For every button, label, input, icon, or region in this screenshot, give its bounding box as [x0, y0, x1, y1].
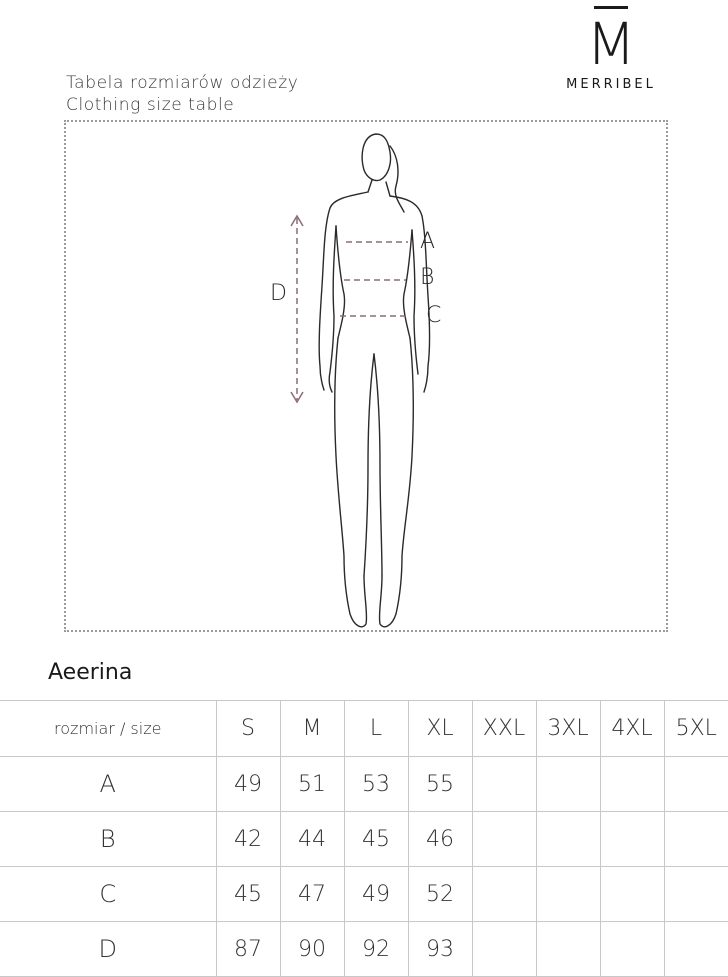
table-cell [536, 812, 600, 867]
table-cell: 47 [280, 867, 344, 922]
table-row [0, 922, 728, 977]
table-cell [664, 922, 728, 977]
title-english: Clothing size table [66, 95, 235, 115]
row-label: C [0, 867, 216, 922]
product-name: Aeerina [48, 660, 133, 685]
table-cell [536, 757, 600, 812]
size-col-s: S [216, 701, 280, 757]
table-cell [600, 922, 664, 977]
size-col-xl: XL [408, 701, 472, 757]
figure-outline [319, 134, 429, 627]
brand-logo [552, 6, 670, 92]
row-label: D [0, 922, 216, 977]
table-cell: 51 [280, 757, 344, 812]
table-cell [600, 867, 664, 922]
table-cell: 44 [280, 812, 344, 867]
size-col-4xl: 4XL [600, 701, 664, 757]
table-cell: 53 [344, 757, 408, 812]
table-cell [472, 757, 536, 812]
size-col-m: M [280, 701, 344, 757]
size-col-l: L [344, 701, 408, 757]
table-cell [664, 867, 728, 922]
table-cell [600, 757, 664, 812]
brand-name: MERRIBEL [566, 77, 656, 92]
table-cell: 45 [216, 867, 280, 922]
table-cell: 87 [216, 922, 280, 977]
table-cell: 92 [344, 922, 408, 977]
table-cell: 46 [408, 812, 472, 867]
size-col-5xl: 5XL [664, 701, 728, 757]
size-header-label: rozmiar / size [0, 701, 216, 757]
table-cell: 90 [280, 922, 344, 977]
table-cell: 49 [216, 757, 280, 812]
label-c: C [426, 303, 442, 328]
table-cell [664, 757, 728, 812]
title-polish: Tabela rozmiarów odzieży [66, 73, 299, 93]
table-cell: 42 [216, 812, 280, 867]
table-cell [472, 922, 536, 977]
table-cell: 45 [344, 812, 408, 867]
table-row [0, 867, 728, 922]
row-label: B [0, 812, 216, 867]
logo-letter: M [585, 10, 637, 78]
measure-lines [297, 218, 410, 400]
table-cell [472, 812, 536, 867]
body-silhouette-diagram [250, 126, 480, 636]
table-cell [472, 867, 536, 922]
header [66, 72, 298, 116]
table-row [0, 757, 728, 812]
row-label: A [0, 757, 216, 812]
size-col-xxl: XXL [472, 701, 536, 757]
table-cell: 49 [344, 867, 408, 922]
table-cell: 52 [408, 867, 472, 922]
table-row [0, 812, 728, 867]
label-a: A [420, 229, 436, 254]
label-d: D [270, 281, 287, 306]
table-cell [536, 922, 600, 977]
table-cell [536, 867, 600, 922]
table-cell [664, 812, 728, 867]
size-col-3xl: 3XL [536, 701, 600, 757]
table-cell: 55 [408, 757, 472, 812]
table-cell [600, 812, 664, 867]
table-cell: 93 [408, 922, 472, 977]
label-b: B [420, 265, 435, 290]
size-table [0, 700, 728, 977]
size-header-row [0, 701, 728, 757]
